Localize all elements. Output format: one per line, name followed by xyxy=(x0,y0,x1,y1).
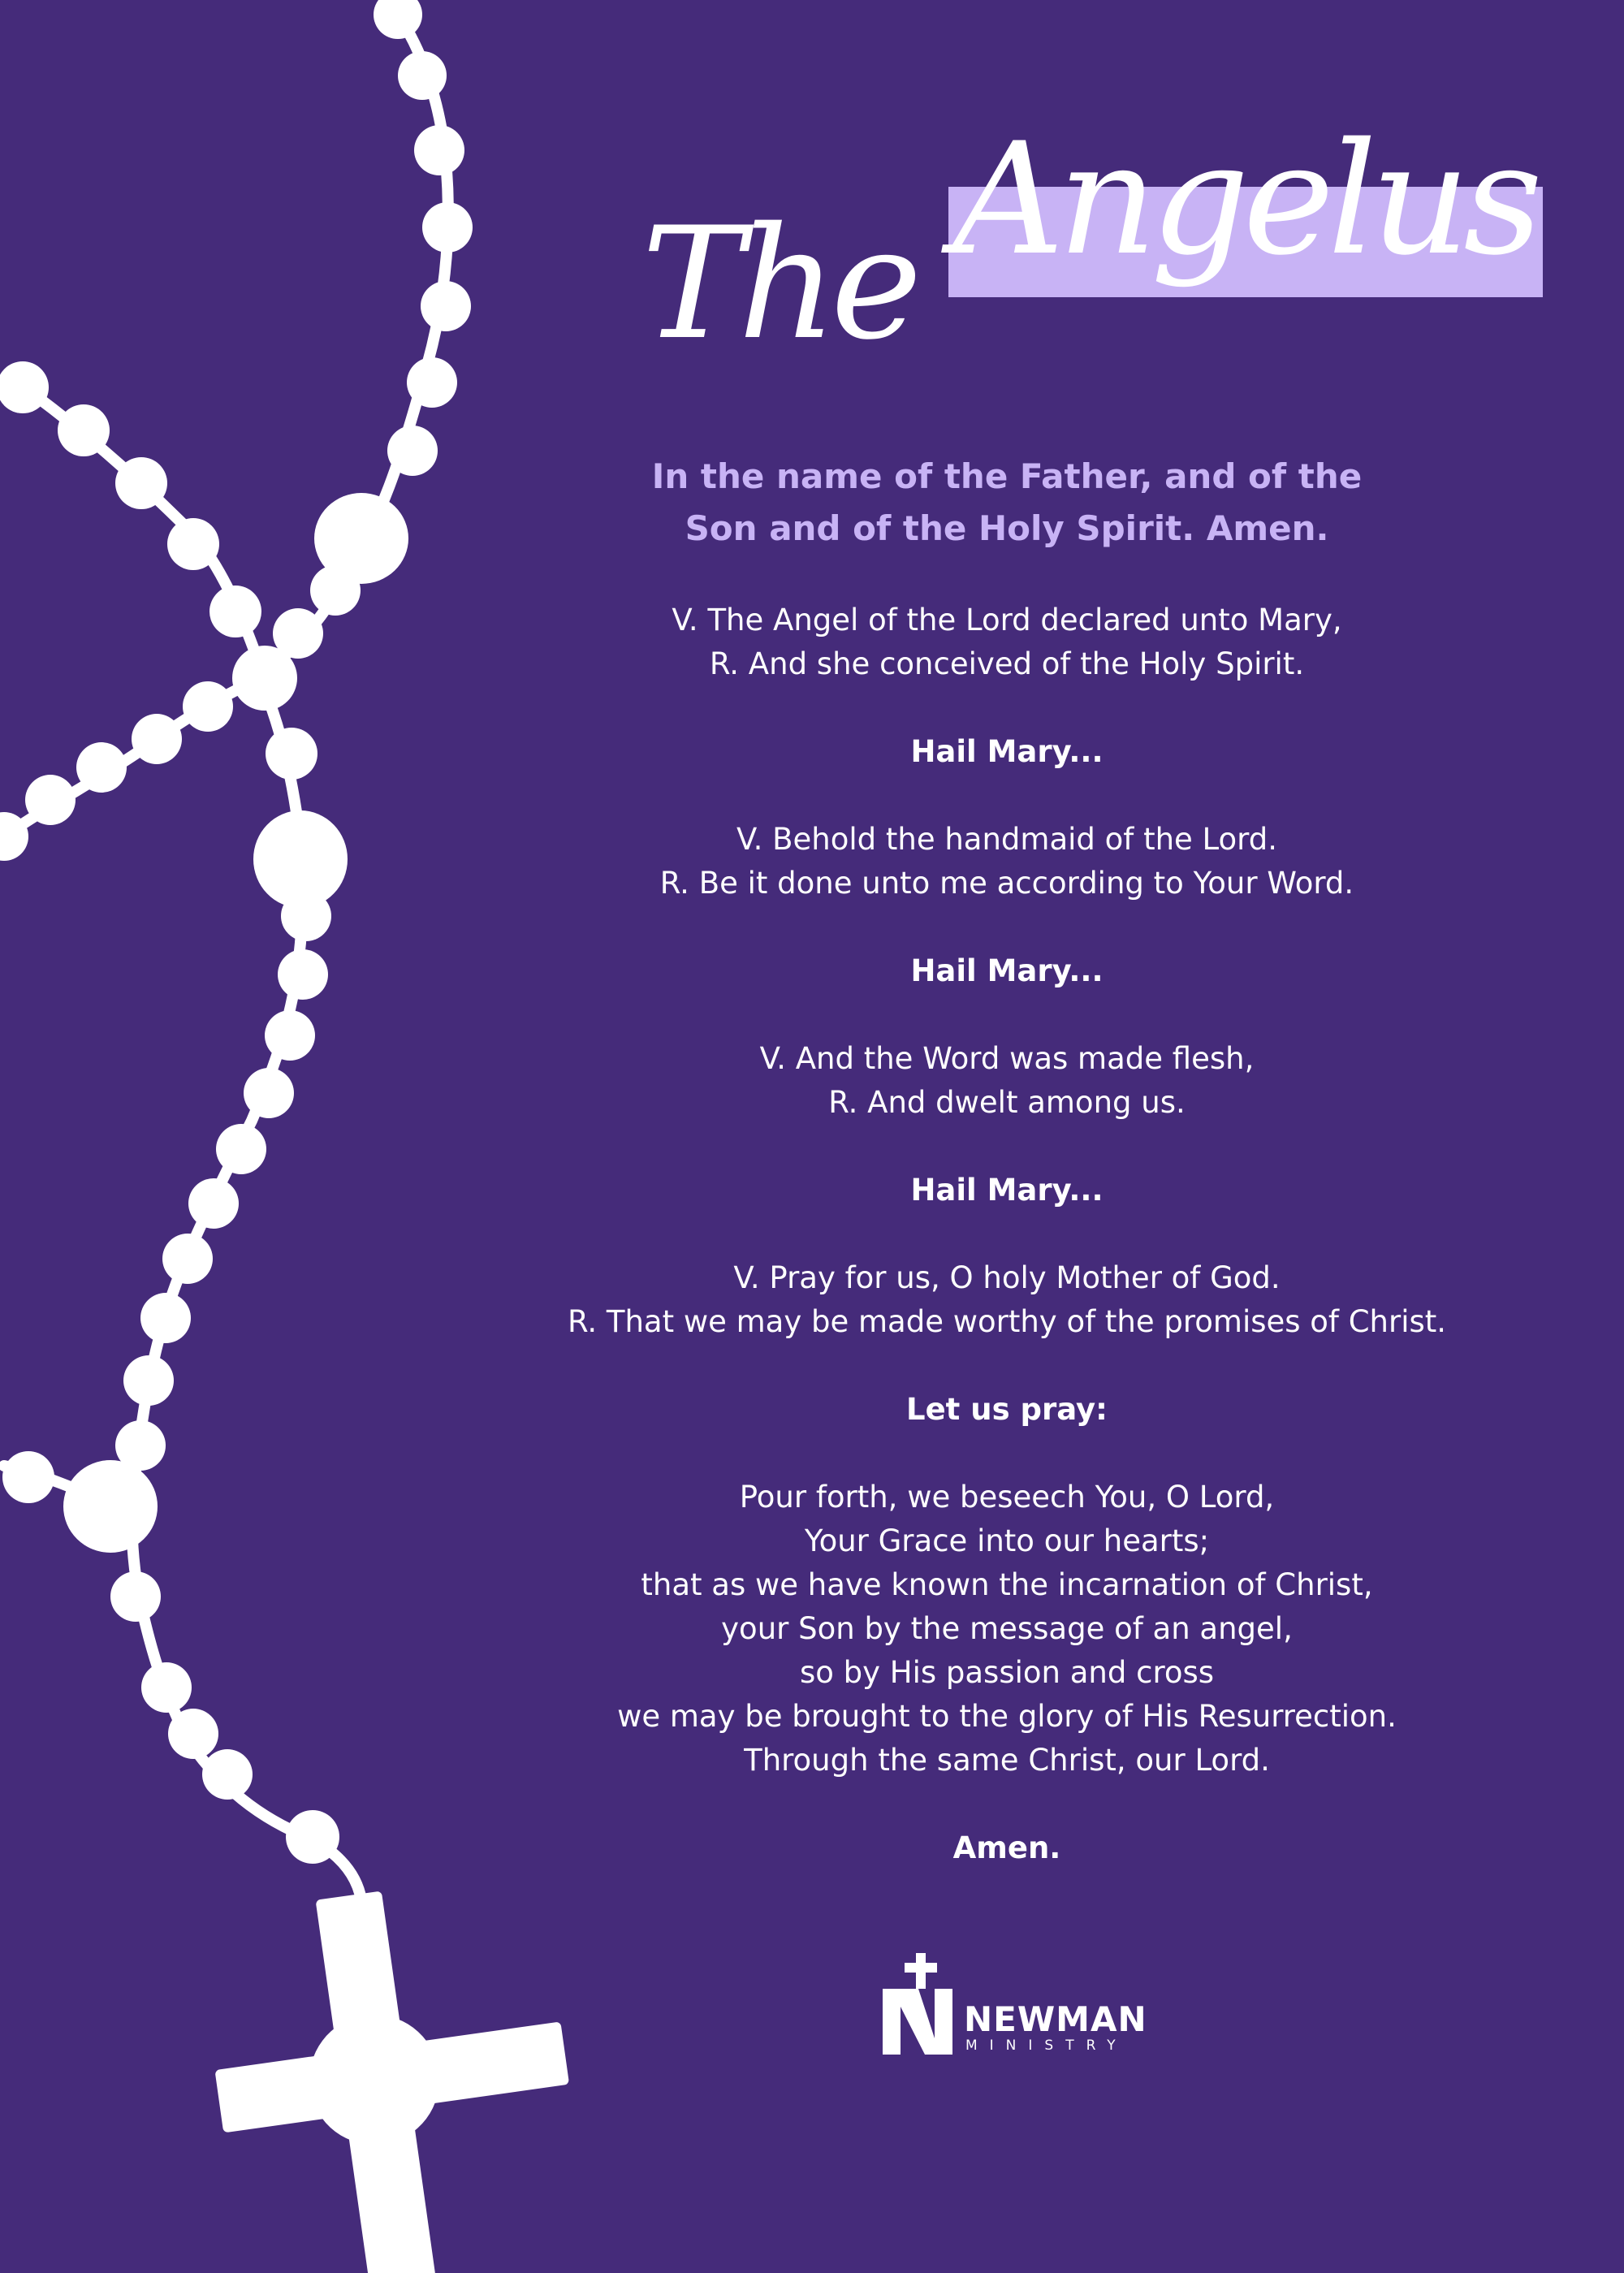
title-word-angelus-highlighted xyxy=(948,110,1543,297)
newman-n-cross-icon xyxy=(881,1953,970,2055)
invocation-line: Son and of the Holy Spirit. Amen. xyxy=(685,508,1329,548)
verse-line: R. And dwelt among us. xyxy=(828,1085,1186,1120)
rubric-line: Hail Mary... xyxy=(910,734,1104,769)
let-us-pray-rubric xyxy=(520,1388,1494,1432)
prayer-text xyxy=(520,451,1494,1870)
rubric-line: Hail Mary... xyxy=(910,953,1104,988)
prayer-line: your Son by the message of an angel, xyxy=(721,1611,1293,1646)
rubric-line: Amen. xyxy=(952,1830,1061,1865)
prayer-line: Pour forth, we beseech You, O Lord, xyxy=(739,1480,1275,1515)
verse-line: R. And she conceived of the Holy Spirit. xyxy=(709,646,1305,681)
verse-line: R. Be it done unto me according to Your Word. xyxy=(659,866,1354,901)
versicle-response xyxy=(520,818,1494,905)
verse-line: V. And the Word was made flesh, xyxy=(759,1041,1255,1076)
versicle-response xyxy=(520,1037,1494,1125)
opening-invocation xyxy=(520,451,1494,555)
prayer-line: Through the same Christ, our Lord. xyxy=(744,1743,1270,1778)
newman-ministry-logo xyxy=(881,1953,1161,2055)
verse-line: V. Behold the handmaid of the Lord. xyxy=(736,822,1277,857)
invocation-line: In the name of the Father, and of the xyxy=(651,456,1363,496)
closing-prayer xyxy=(520,1476,1494,1783)
title-word-angelus: Angelus xyxy=(952,110,1536,289)
prayer-line: that as we have known the incarnation of Christ, xyxy=(641,1567,1373,1602)
versicle-response xyxy=(520,598,1494,686)
verse-line: R. That we may be made worthy of the promises of Christ. xyxy=(567,1304,1447,1339)
logo-subtitle: MINISTRY xyxy=(965,2037,1128,2054)
amen-rubric xyxy=(520,1826,1494,1870)
prayer-line: Your Grace into our hearts; xyxy=(804,1523,1210,1558)
verse-line: V. Pray for us, O holy Mother of God. xyxy=(733,1260,1281,1295)
hail-mary-rubric xyxy=(520,730,1494,774)
logo-name: NEWMAN xyxy=(964,1999,1147,2039)
prayer-line: we may be brought to the glory of His Resurrection. xyxy=(617,1699,1397,1734)
rubric-line: Let us pray: xyxy=(906,1392,1108,1427)
hail-mary-rubric xyxy=(520,949,1494,993)
hail-mary-rubric xyxy=(520,1169,1494,1212)
versicle-response xyxy=(520,1256,1494,1344)
page-title xyxy=(641,110,1543,382)
verse-line: V. The Angel of the Lord declared unto Mary, xyxy=(672,603,1342,637)
title-word-the: The xyxy=(641,194,916,374)
prayer-line: so by His passion and cross xyxy=(799,1655,1215,1690)
rubric-line: Hail Mary... xyxy=(910,1173,1104,1208)
